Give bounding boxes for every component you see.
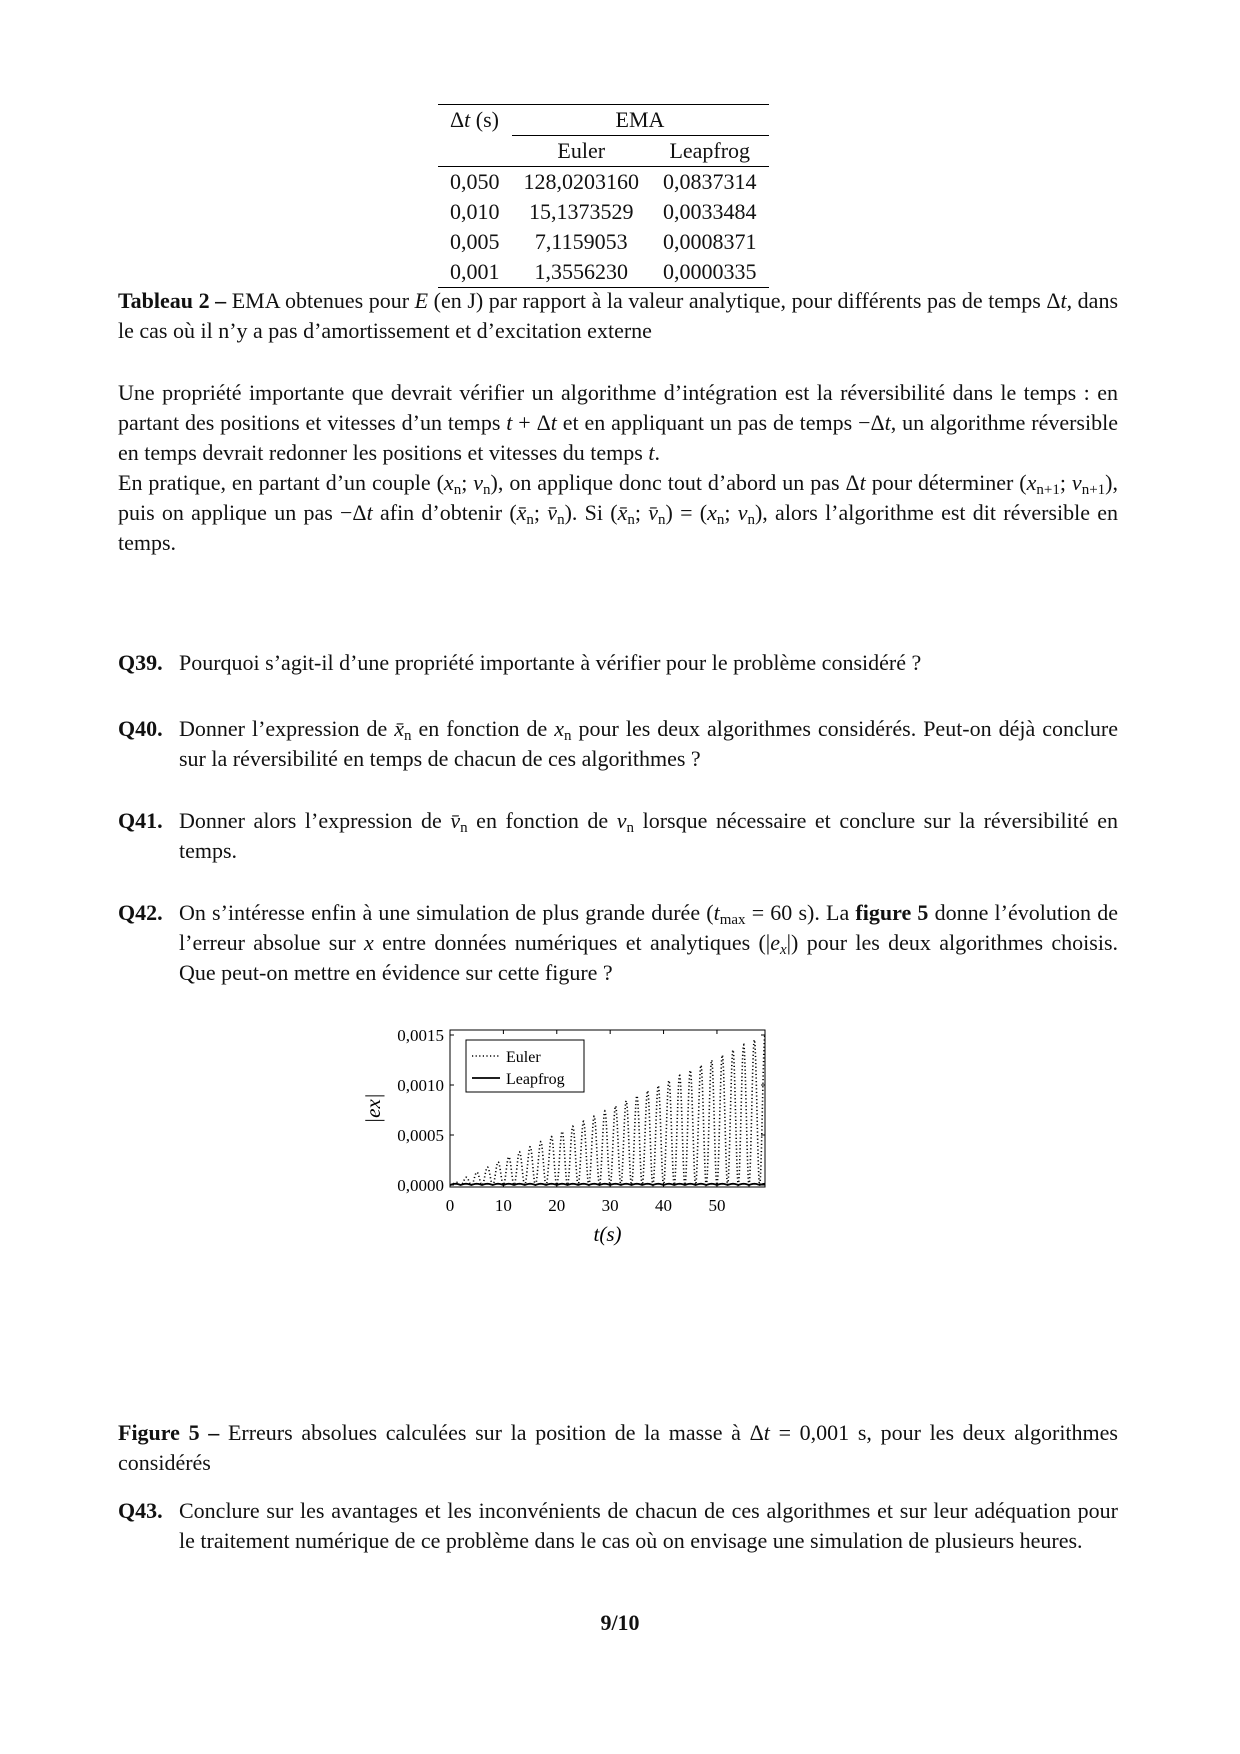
question-number: Q42. — [118, 900, 163, 925]
x-tick-label: 10 — [494, 1196, 512, 1215]
table-header-ema: EMA — [512, 105, 769, 136]
table-2 — [438, 104, 769, 288]
question-42 — [118, 898, 1118, 988]
legend-leapfrog-label: Leapfrog — [506, 1071, 565, 1088]
question-text: On s’intéresse enfin à une simulation de plus grande durée ($t_{max} = 60$ s). La figure 5 donne l’évolution de l’erreur absolue sur x entre données numériques et analytiques $(|e_x|)$ pour les deux algorithmes choisis. Que peut-on mettre en évidence sur cette figure ? — [179, 900, 1119, 985]
legend-euler-label: Euler — [506, 1049, 541, 1066]
question-40 — [118, 714, 1118, 774]
cell-dt: 0,001 — [438, 257, 512, 288]
paragraph-practice: En pratique, en partant d’un couple ($x_n$; $v_n$), on applique donc tout d’abord un pas Δt pour déterminer ($x_{n+1}$; $v_{n+1}$), puis on applique un pas −Δt afin d’obtenir ($x̄_n$; $v̄_n$). Si ($x̄_n$; $v̄_n) = (x_n$; $v_n$), alors l’algorithme est dit réversible en temps. — [118, 470, 1118, 555]
y-axis-label: |ex| — [361, 1093, 385, 1124]
question-number: Q41. — [118, 808, 163, 833]
question-text: Donner l’expression de $x̄_n$ en fonction de $x_n$ pour les deux algorithmes considérés. Peut-on déjà conclure sur la réversibilité en temps de chacun de ces algorithmes ? — [179, 716, 1118, 771]
table-header-leapfrog: Leapfrog — [651, 136, 769, 167]
cell-leapfrog: 0,0837314 — [651, 167, 769, 198]
question-text: Donner alors l’expression de $v̄_n$ en fonction de $v_n$ lorsque nécessaire et conclure sur la réversibilité en temps. — [179, 808, 1118, 863]
table-header-dt: Δt (s) — [438, 105, 512, 136]
cell-euler: 15,1373529 — [529, 199, 634, 224]
cell-leapfrog: 0,0000335 — [651, 257, 769, 288]
plot-area — [361, 1026, 765, 1246]
figure-5-caption: Figure 5 – Erreurs absolues calculées sur la position de la masse à Δt = 0,001 s, pour les deux algorithmes considérés — [118, 1420, 1118, 1475]
table-row — [438, 167, 769, 198]
question-text: Conclure sur les avantages et les inconvénients de chacun de ces algorithmes et sur leur adéquation pour le traitement numérique de ce problème dans le cas où on envisage une simulation de plusieurs heures. — [179, 1498, 1118, 1553]
figure-5-chart — [361, 1025, 870, 1405]
x-tick-label: 40 — [655, 1196, 673, 1215]
x-axis-label: t(s) — [593, 1222, 622, 1246]
x-tick-label: 20 — [548, 1196, 566, 1215]
question-39 — [118, 648, 1118, 678]
question-number: Q40. — [118, 716, 163, 741]
y-tick-label: 0,0010 — [397, 1076, 444, 1095]
x-tick-label: 30 — [601, 1196, 619, 1215]
cell-dt: 0,050 — [438, 167, 512, 198]
cell-euler: 1,3556230 — [512, 257, 652, 288]
table-row — [438, 227, 769, 257]
figure-5-caption-label: Figure 5 – — [118, 1420, 220, 1445]
page-number: 9/10 — [600, 1610, 640, 1635]
question-43 — [118, 1496, 1118, 1556]
table-body — [438, 167, 769, 288]
cell-dt: 0,010 — [450, 199, 500, 224]
ema-table — [438, 104, 769, 288]
x-tick-label: 50 — [708, 1196, 726, 1215]
cell-euler: 7,1159053 — [534, 229, 628, 254]
table-2-caption: Tableau 2 – EMA obtenues pour E (en J) par rapport à la valeur analytique, pour différents pas de temps Δt, dans le cas où il n’y a pas d’amortissement et d’excitation externe — [118, 288, 1119, 343]
table-2-caption-label: Tableau 2 – — [118, 288, 227, 313]
y-tick-label: 0,0000 — [397, 1176, 444, 1195]
x-tick-label: 0 — [445, 1196, 455, 1215]
table-header-euler: Euler — [512, 136, 652, 167]
question-number: Q39. — [118, 650, 163, 675]
question-number: Q43. — [118, 1498, 163, 1523]
cell-euler: 128,0203160 — [512, 167, 652, 198]
paragraph-reversibility: Une propriété importante que devrait vérifier un algorithme d’intégration est la réversibilité dans le temps : en partant des positions et vitesses d’un temps t + Δt et en appliquant un pas de temps −Δt, un algorithme réversible en temps devrait redonner les positions et vitesses du temps t. — [118, 380, 1118, 465]
table-row — [438, 197, 769, 227]
cell-leapfrog: 0,0008371 — [663, 229, 757, 254]
cell-dt: 0,005 — [450, 229, 500, 254]
y-tick-label: 0,0015 — [397, 1026, 444, 1045]
table-row — [438, 257, 769, 288]
cell-leapfrog: 0,0033484 — [663, 199, 757, 224]
y-tick-label: 0,0005 — [397, 1126, 444, 1145]
question-text: Pourquoi s’agit-il d’une propriété importante à vérifier pour le problème considéré ? — [179, 650, 922, 675]
question-41 — [118, 806, 1118, 866]
series-leapfrog-line — [450, 1184, 765, 1185]
